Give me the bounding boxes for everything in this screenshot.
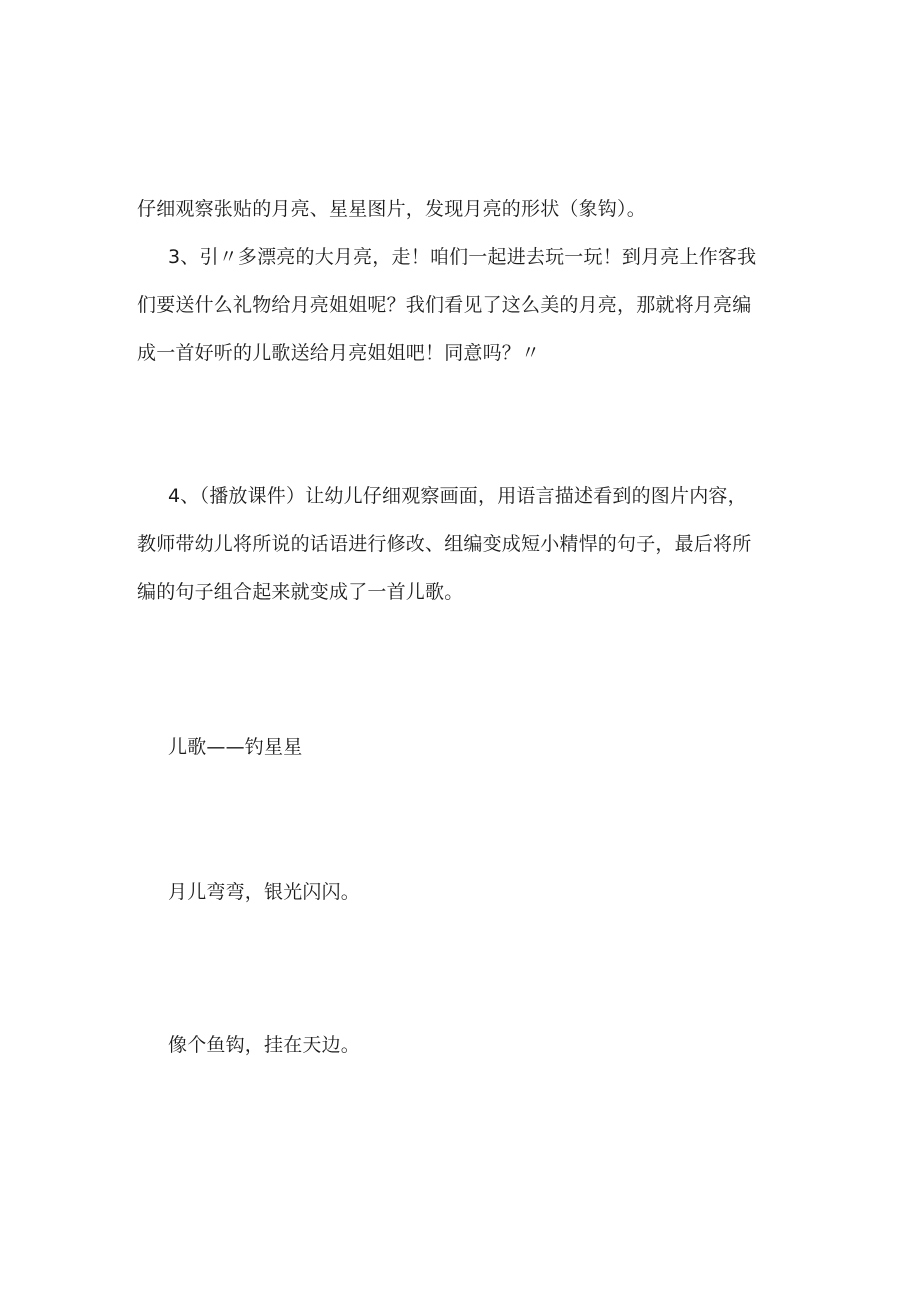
poem-title: 儿歌——钓星星 [168, 736, 303, 758]
paragraph-step-4-line-3: 编的句子组合起来就变成了一首儿歌。 [137, 581, 464, 603]
paragraph-observe-line-1: 仔细观察张贴的月亮、星星图片，发现月亮的形状（象钩）。 [137, 198, 646, 220]
paragraph-step-3-line-2: 们要送什么礼物给月亮姐姐呢？我们看见了这么美的月亮，那就将月亮编 [137, 294, 752, 316]
paragraph-step-3-line-3: 成一首好听的儿歌送给月亮姐姐吧！同意吗？〃 [137, 342, 541, 364]
poem-line-1: 月儿弯弯，银光闪闪。 [168, 881, 361, 903]
paragraph-step-4-line-2: 教师带幼儿将所说的话语进行修改、组编变成短小精悍的句子，最后将所 [137, 533, 752, 555]
paragraph-step-3-line-1: 3、引〃多漂亮的大月亮，走！咱们一起进去玩一玩！到月亮上作客我 [168, 246, 757, 268]
poem-line-2: 像个鱼钩，挂在天边。 [168, 1034, 361, 1056]
paragraph-step-4-line-1: 4、（播放课件）让幼儿仔细观察画面，用语言描述看到的图片内容， [168, 485, 747, 507]
